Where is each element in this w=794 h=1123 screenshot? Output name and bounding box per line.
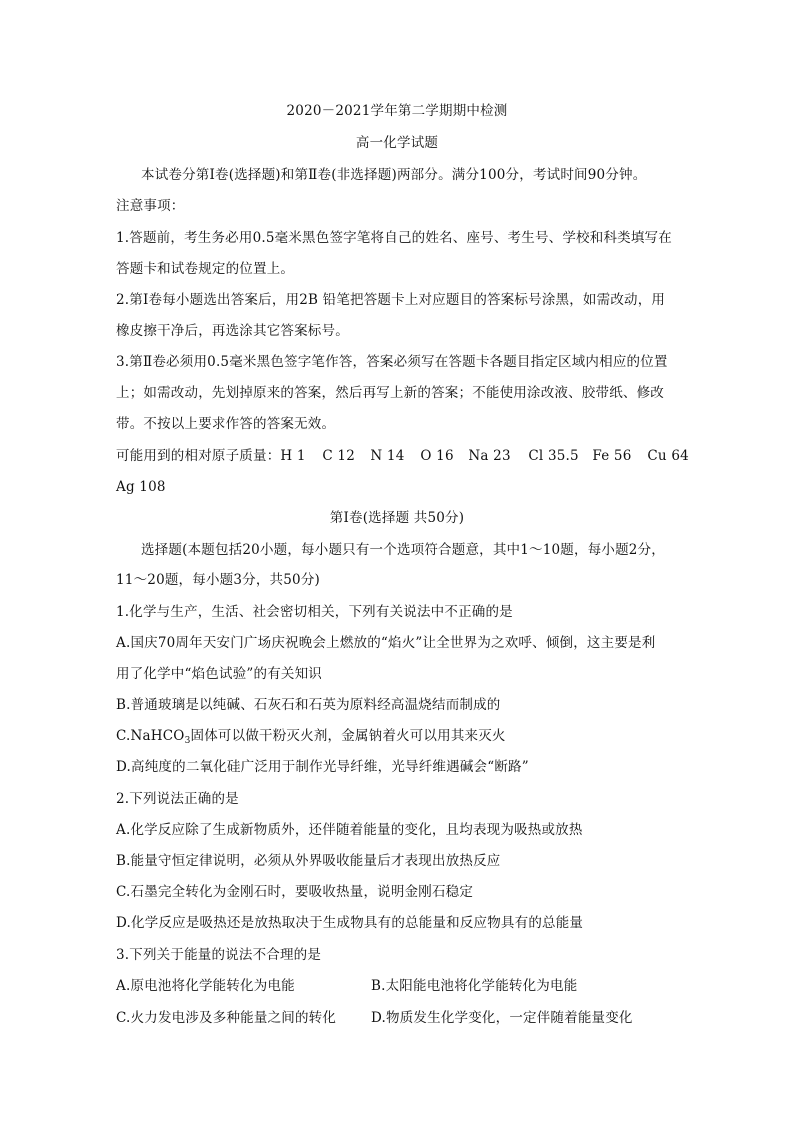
option-c-text: 固体可以做干粉灭火剂，金属钠着火可以用其来灭火 [190,728,506,744]
notice-heading: 注意事项： [116,198,185,214]
question-1-option-b: B.普通玻璃是以纯碱、石灰石和石英为原料经高温烧结而制成的 [116,697,501,713]
option-c-subscript: 3 [184,736,191,746]
question-1-option-c [116,726,506,746]
atomic-mass-item: N 14 [370,448,405,464]
question-3-option-d: D.物质发生化学变化，一定伴随着能量变化 [371,1010,633,1026]
atomic-mass-line [116,446,689,466]
atomic-mass-item: Fe 56 [592,448,632,464]
section-instructions-line-2: 11～20题，每小题3分，共50分) [116,572,320,588]
atomic-mass-label: 可能用到的相对原子质量： [116,448,281,464]
atomic-mass-last-line: Ag 108 [116,479,166,495]
notice-item-3-line-2: 上；如需改动，先划掉原来的答案，然后再写上新的答案；不能使用涂改液、胶带纸、修改 [116,385,664,401]
notice-item-1-line-2: 答题卡和试卷规定的位置上。 [116,261,295,277]
intro-text: 本试卷分第Ⅰ卷(选择题)和第Ⅱ卷(非选择题)两部分。满分100分，考试时间90分钟。 [141,167,647,183]
notice-item-1-line-1: 1.答题前，考生务必用0.5毫米黑色签字笔将自己的姓名、座号、考生号、学校和科类填写在 [116,230,672,246]
exam-title: 2020－2021学年第二学期期中检测 [286,103,508,119]
atomic-mass-item: Na 23 [468,448,511,464]
question-2-option-c: C.石墨完全转化为金刚石时，要吸收热量，说明金刚石稳定 [116,884,474,900]
question-1-stem: 1.化学与生产，生活、社会密切相关，下列有关说法中不正确的是 [116,604,513,620]
question-1-option-d: D.高纯度的二氧化硅广泛用于制作光导纤维，光导纤维遇碱会“断路” [116,759,529,775]
atomic-mass-item: Cl 35.5 [528,448,579,464]
notice-item-3-line-1: 3.第Ⅱ卷必须用0.5毫米黑色签字笔作答，答案必须写在答题卡各题目指定区域内相应的位置 [116,354,668,370]
question-2-option-b: B.能量守恒定律说明，必须从外界吸收能量后才表现出放热反应 [116,853,501,869]
section-instructions-line-1: 选择题(本题包括20小题，每小题只有一个选项符合题意，其中1～10题，每小题2分， [141,542,666,558]
question-3-option-b: B.太阳能电池将化学能转化为电能 [371,978,578,994]
question-2-option-a: A.化学反应除了生成新物质外，还伴随着能量的变化，且均表现为吸热或放热 [116,822,583,838]
question-2-stem: 2.下列说法正确的是 [116,791,239,807]
section-title: 第Ⅰ卷(选择题 共50分) [329,510,465,526]
atomic-mass-item: H 1 [280,448,306,464]
notice-item-2-line-1: 2.第Ⅰ卷每小题选出答案后，用2B 铅笔把答题卡上对应题目的答案标号涂黑，如需改动，用 [116,292,666,308]
atomic-mass-item: Cu 64 [647,448,689,464]
question-3-stem: 3.下列关于能量的说法不合理的是 [116,947,322,963]
notice-item-3-line-3: 带。不按以上要求作答的答案无效。 [116,416,336,432]
question-1-option-a-line-2: 用了化学中“焰色试验”的有关知识 [116,666,323,682]
notice-item-2-line-2: 橡皮擦干净后，再选涂其它答案标号。 [116,323,349,339]
option-c-formula: C.NaHCO [116,728,185,744]
question-1-option-a-line-1: A.国庆70周年天安门广场庆祝晚会上燃放的“焰火”让全世界为之欢呼、倾倒，这主要是利 [116,635,656,651]
atomic-mass-item: O 16 [420,448,454,464]
atomic-mass-item: C 12 [322,448,356,464]
subject-title: 高一化学试题 [355,135,439,151]
question-3-option-c: C.火力发电涉及多种能量之间的转化 [116,1010,337,1026]
question-3-option-a: A.原电池将化学能转化为电能 [116,978,295,994]
question-2-option-d: D.化学反应是吸热还是放热取决于生成物具有的总能量和反应物具有的总能量 [116,915,584,931]
